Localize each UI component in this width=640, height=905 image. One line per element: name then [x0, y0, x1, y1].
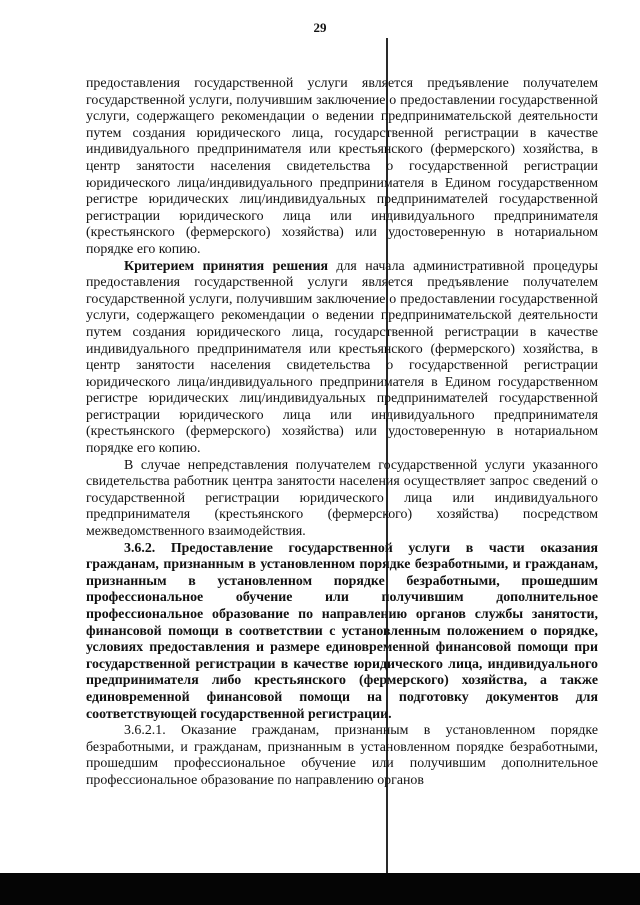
page-number: 29: [313, 20, 327, 35]
paragraph-continuation: предоставления государственной услуги является предъявление получателем государственной услуги, получившим заключение о предоставлении государственной услуги, содержащего рекомендации о ведении предпринимательской деятельности путем создания юридического лица, государственной регистрации в качестве индивидуального предпринимателя или крестьянского (фермерского) хозяйства, в центр занятости населения свидетельства о государственной регистрации юридического лица/индивидуального предпринимателя в Едином государственном регистре юридических лиц/индивидуальных предпринимателей государственной регистрации юридического лица или индивидуального предпринимателя (крестьянского (фермерского) хозяйства) или удостоверенную в нотариальном порядке его копию.: [86, 76, 598, 257]
document-body: [86, 76, 598, 790]
criterion-text: для начала административной процедуры предоставления государственной услуги является предъявление получателем государственной услуги, получившим заключение о предоставлении государственной услуги, содержащего рекомендации о ведении предпринимательской деятельности путем создания юридического лица, государственной регистрации в качестве индивидуального предпринимателя или крестьянского (фермерского) хозяйства, в центр занятости населения свидетельства о государственной регистрации юридического лица/индивидуального предпринимателя в Едином государственном регистре юридических лиц/индивидуальных предпринимателей государственной регистрации юридического лица или индивидуального предпринимателя (крестьянского (фермерского) хозяйства) или удостоверенную в нотариальном порядке его копию.: [86, 258, 598, 457]
paragraph-decision-criterion: [86, 259, 598, 458]
paragraph-non-submission: В случае непредставления получателем государственной услуги указанного свидетельства работник центра занятости населения осуществляет запрос сведений о государственной регистрации юридического лица или индивидуального предпринимателя (крестьянского (фермерского) хозяйства) посредством межведомственного взаимодействия.: [86, 457, 598, 540]
scan-bottom-bar: [0, 873, 640, 905]
paragraph-3-6-2-1: 3.6.2.1. Оказание гражданам, признанным в установленном порядке безработными, и гражданам, признанным в установленном порядке безработными, прошедшим профессиональное обучение или получившим дополнительное профессиональное образование по направлению органов: [86, 723, 598, 788]
section-heading-3-6-2: 3.6.2. Предоставление государственной услуги в части оказания гражданам, признанным в установленном порядке безработными, и гражданам, признанным в установленном порядке безработными, прошедшим профессиональное обучение или получившим дополнительное профессиональное образование по направлению органов службы занятости, финансовой помощи в соответствии с установленным положением о порядке, условиях предоставления и размере единовременной финансовой помощи при государственной регистрации в качестве юридического лица, индивидуального предпринимателя либо крестьянского (фермерского) хозяйства, а также единовременной финансовой помощи на подготовку документов для соответствующей государственной регистрации.: [86, 540, 598, 722]
criterion-lead: Критерием принятия решения: [124, 258, 328, 274]
